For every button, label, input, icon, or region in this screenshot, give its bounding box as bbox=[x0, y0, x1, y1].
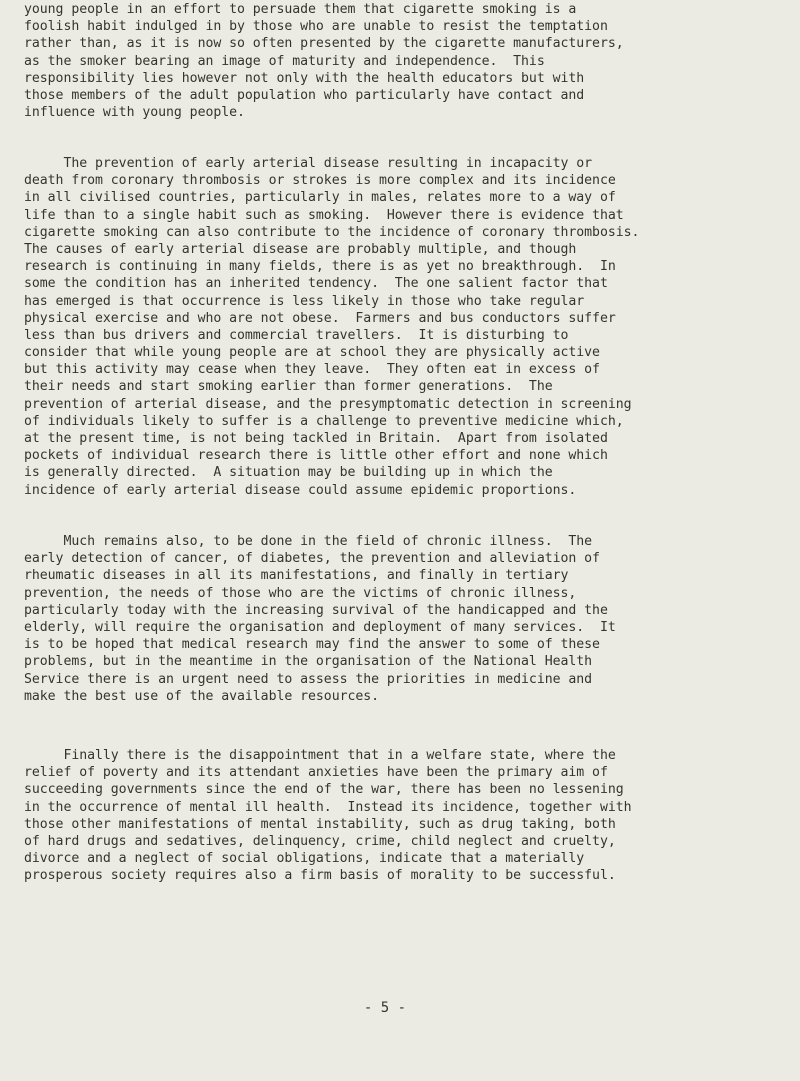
text-line: particularly today with the increasing survival of the handicapped and the bbox=[24, 602, 608, 618]
text-line: prevention of arterial disease, and the presymptomatic detection in screening bbox=[24, 396, 632, 412]
text-line: physical exercise and who are not obese. Farmers and bus conductors suffer bbox=[24, 310, 616, 326]
text-line: responsibility lies however not only with the health educators but with bbox=[24, 70, 585, 86]
text-line: elderly, will require the organisation and deployment of many services. It bbox=[24, 619, 616, 635]
text-line: of individuals likely to suffer is a challenge to preventive medicine which, bbox=[24, 413, 624, 429]
text-line: The prevention of early arterial disease resulting in incapacity or bbox=[24, 156, 593, 171]
text-line: those members of the adult population who particularly have contact and bbox=[24, 87, 585, 103]
text-line: cigarette smoking can also contribute to the incidence of coronary thrombosis. bbox=[24, 224, 640, 240]
text-line: but this activity may cease when they leave. They often eat in excess of bbox=[24, 362, 600, 378]
text-line: rheumatic diseases in all its manifestations, and finally in tertiary bbox=[24, 568, 569, 584]
paragraph-young-people bbox=[24, 1, 794, 121]
text-line: is generally directed. A situation may be building up in which the bbox=[24, 465, 553, 481]
text-line: influence with young people. bbox=[24, 105, 245, 121]
text-line: succeeding governments since the end of the war, there has been no lessening bbox=[24, 782, 624, 798]
text-line: is to be hoped that medical research may find the answer to some of these bbox=[24, 637, 600, 653]
text-line: of hard drugs and sedatives, delinquency, crime, child neglect and cruelty, bbox=[24, 833, 616, 849]
text-line: research is continuing in many fields, there is as yet no breakthrough. In bbox=[24, 259, 616, 275]
text-line: problems, but in the meantime in the organisation of the National Health bbox=[24, 654, 593, 670]
text-line: consider that while young people are at school they are physically active bbox=[24, 345, 600, 361]
text-line: less than bus drivers and commercial travellers. It is disturbing to bbox=[24, 327, 569, 343]
text-line: at the present time, is not being tackled in Britain. Apart from isolated bbox=[24, 431, 608, 446]
text-line: make the best use of the available resources. bbox=[24, 688, 380, 704]
text-line: incidence of early arterial disease could assume epidemic proportions. bbox=[24, 482, 577, 498]
text-line: in the occurrence of mental ill health. Instead its incidence, together with bbox=[24, 799, 632, 815]
page-number: - 5 - bbox=[363, 1000, 407, 1016]
text-line: The causes of early arterial disease are probably multiple, and though bbox=[24, 241, 577, 257]
paragraph-mental-health bbox=[24, 747, 794, 885]
text-line: in all civilised countries, particularly in males, relates more to a way of bbox=[24, 190, 616, 206]
text-line: rather than, as it is now so often presented by the cigarette manufacturers, bbox=[24, 36, 624, 52]
text-line: relief of poverty and its attendant anxieties have been the primary aim of bbox=[24, 765, 608, 781]
text-line: those other manifestations of mental instability, such as drug taking, both bbox=[24, 816, 616, 832]
text-line: young people in an effort to persuade them that cigarette smoking is a bbox=[24, 2, 577, 17]
text-line: prosperous society requires also a firm basis of morality to be successful. bbox=[24, 868, 616, 884]
paragraph-chronic-illness bbox=[24, 533, 794, 705]
text-line: some the condition has an inherited tendency. The one salient factor that bbox=[24, 276, 608, 292]
text-line: life than to a single habit such as smoking. However there is evidence that bbox=[24, 207, 624, 223]
text-line: divorce and a neglect of social obligations, indicate that a materially bbox=[24, 851, 585, 867]
text-line: pockets of individual research there is little other effort and none which bbox=[24, 448, 608, 464]
text-line: early detection of cancer, of diabetes, the prevention and alleviation of bbox=[24, 551, 600, 567]
text-line: Much remains also, to be done in the field of chronic illness. The bbox=[24, 534, 593, 549]
text-line: as the smoker bearing an image of maturity and independence. This bbox=[24, 53, 545, 69]
text-line: prevention, the needs of those who are the victims of chronic illness, bbox=[24, 585, 577, 601]
text-line: Service there is an urgent need to assess the priorities in medicine and bbox=[24, 671, 593, 687]
text-line: death from coronary thrombosis or strokes is more complex and its incidence bbox=[24, 173, 616, 189]
text-line: their needs and start smoking earlier than former generations. The bbox=[24, 379, 553, 395]
text-line: Finally there is the disappointment that in a welfare state, where the bbox=[24, 748, 616, 763]
paragraph-arterial-disease bbox=[24, 155, 794, 499]
text-line: has emerged is that occurrence is less likely in those who take regular bbox=[24, 293, 585, 309]
text-line: foolish habit indulged in by those who are unable to resist the temptation bbox=[24, 19, 608, 35]
